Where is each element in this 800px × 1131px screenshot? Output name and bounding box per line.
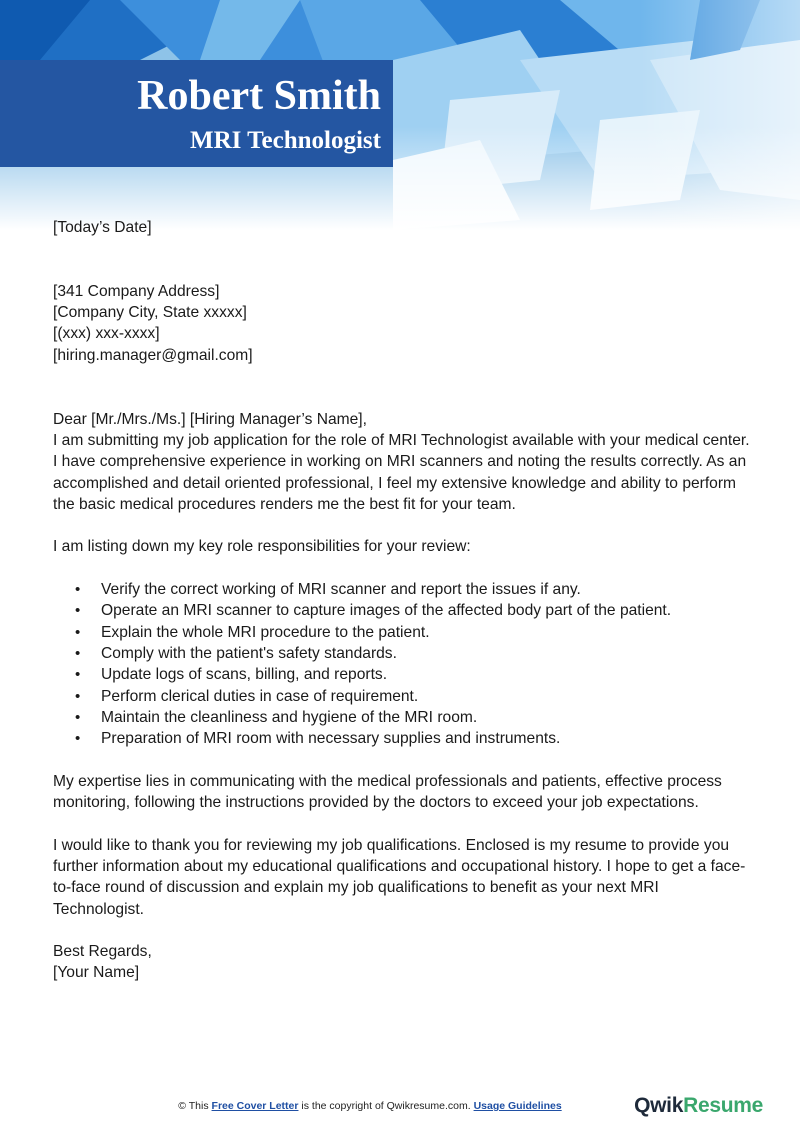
duty-text: Perform clerical duties in case of requirement. [101, 687, 419, 705]
duty-text: Explain the whole MRI procedure to the patient. [101, 623, 430, 641]
usage-guidelines-link[interactable]: Usage Guidelines [473, 1100, 562, 1112]
footer-prefix: © This [178, 1100, 209, 1112]
list-item [75, 579, 753, 600]
duty-text: Comply with the patient's safety standards. [101, 644, 397, 662]
expertise-paragraph: My expertise lies in communicating with the medical professionals and patients, effective process monitoring, following the instructions provided by the doctors to exceed your job expectations. [53, 772, 722, 812]
closing: Best Regards, [53, 943, 152, 961]
address-line: [Company City, State xxxxx] [53, 304, 247, 322]
free-cover-letter-link[interactable]: Free Cover Letter [211, 1100, 299, 1112]
applicant-name: Robert Smith [137, 73, 381, 119]
thanks-paragraph: I would like to thank you for reviewing my job qualifications. Enclosed is my resume to provide you further information about my educational qualifications and occupational history. I hope to get a face-to-face round of discussion and explain my job qualifications to benefit as your next MRI Technologist. [53, 836, 746, 918]
qwikresume-logo [634, 1094, 763, 1118]
letter-body [53, 217, 753, 984]
list-item [75, 686, 753, 707]
list-item [75, 664, 753, 685]
bullet-icon: • [75, 666, 81, 684]
list-item [75, 728, 753, 749]
footer-middle: is the copyright of Qwikresume.com. [301, 1100, 471, 1112]
recipient-address [53, 281, 753, 366]
address-line: [341 Company Address] [53, 282, 220, 300]
bullet-icon: • [75, 644, 81, 662]
bullet-icon: • [75, 687, 81, 705]
copyright-footer [0, 1100, 740, 1112]
name-box [0, 60, 393, 167]
list-intro: I am listing down my key role responsibilities for your review: [53, 538, 471, 556]
duty-text: Maintain the cleanliness and hygiene of the MRI room. [101, 708, 478, 726]
salutation: Dear [Mr./Mrs./Ms.] [Hiring Manager’s Name], [53, 410, 367, 428]
bullet-icon: • [75, 708, 81, 726]
bullet-icon: • [75, 581, 81, 599]
duty-text: Verify the correct working of MRI scanner and report the issues if any. [101, 581, 581, 599]
bullet-icon: • [75, 623, 81, 641]
intro-paragraph: I am submitting my job application for the role of MRI Technologist available with your medical center. I have comprehensive experience in working on MRI scanners and noting the results correctly. As an accomplished and detail oriented professional, I feel my extensive knowledge and ability to perform the basic medical procedures renders me the best fit for your team. [53, 431, 750, 513]
bullet-icon: • [75, 730, 81, 748]
bullet-icon: • [75, 602, 81, 620]
signature: [Your Name] [53, 964, 140, 982]
duty-text: Update logs of scans, billing, and reports. [101, 666, 388, 684]
list-item [75, 643, 753, 664]
address-line: [hiring.manager@gmail.com] [53, 346, 253, 364]
duties-list [53, 579, 753, 749]
list-item [75, 707, 753, 728]
address-line: [(xxx) xxx-xxxx] [53, 325, 160, 343]
duty-text: Preparation of MRI room with necessary supplies and instruments. [101, 730, 561, 748]
list-item [75, 622, 753, 643]
applicant-title: MRI Technologist [189, 127, 381, 154]
list-item [75, 600, 753, 621]
duty-text: Operate an MRI scanner to capture images of the affected body part of the patient. [101, 602, 672, 620]
letter-date: [Today’s Date] [53, 219, 152, 236]
logo-part-qwik: Qwik [634, 1094, 684, 1117]
logo-part-resume: Resume [683, 1094, 763, 1117]
